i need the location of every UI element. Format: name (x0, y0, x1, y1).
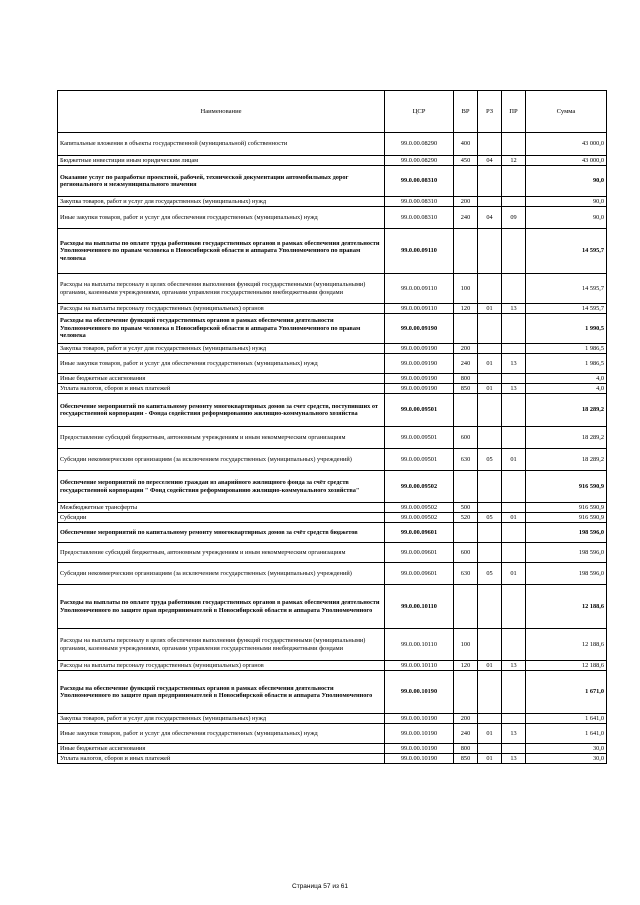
cell-pr (502, 503, 526, 513)
cell-csr: 99.0.00.09601 (385, 523, 454, 543)
cell-rz: 01 (478, 304, 502, 314)
cell-pr (502, 197, 526, 207)
table-body (58, 133, 607, 764)
cell-csr: 99.0.00.08290 (385, 133, 454, 156)
cell-name: Обеспечение мероприятий по капитальному ремонту многоквартирных домов за счёт средств бюджетов (58, 523, 385, 543)
table-row (58, 394, 607, 427)
cell-sum: 1 986,5 (526, 344, 607, 354)
table-row (58, 156, 607, 166)
cell-pr (502, 585, 526, 629)
cell-csr: 99.0.00.09110 (385, 304, 454, 314)
cell-name: Оказание услуг по разработке проектной, рабочей, технической документации автомобильных дорог регионального и межмуниципального значения (58, 166, 385, 197)
table-row (58, 724, 607, 744)
cell-rz: 01 (478, 354, 502, 374)
cell-vr: 100 (454, 629, 478, 661)
cell-vr: 800 (454, 744, 478, 754)
cell-name: Расходы на выплаты персоналу в целях обеспечения выполнения функций государственными (муниципальными) органами, казенными учреждениями, органами управления государственными внебюджетными фондами (58, 274, 385, 304)
cell-rz (478, 471, 502, 503)
header-rz: РЗ (478, 91, 502, 133)
cell-pr (502, 523, 526, 543)
table-row (58, 354, 607, 374)
cell-rz: 05 (478, 449, 502, 471)
cell-sum: 14 595,7 (526, 229, 607, 274)
cell-csr: 99.0.00.09502 (385, 503, 454, 513)
cell-name: Капитальные вложения в объекты государственной (муниципальной) собственности (58, 133, 385, 156)
cell-name: Предоставление субсидий бюджетным, автономным учреждениям и иным некоммерческим организациям (58, 427, 385, 449)
cell-vr (454, 671, 478, 714)
cell-vr (454, 585, 478, 629)
table-row (58, 314, 607, 344)
cell-rz: 01 (478, 724, 502, 744)
cell-sum: 1 641,0 (526, 714, 607, 724)
cell-rz (478, 585, 502, 629)
cell-rz (478, 744, 502, 754)
cell-pr (502, 133, 526, 156)
cell-name: Расходы на выплаты по оплате труда работников государственных органов в рамках обеспечения деятельности Уполномоченного по защите прав предпринимателей в Новосибирской области и аппарата Уполномоченного (58, 585, 385, 629)
cell-vr: 200 (454, 714, 478, 724)
cell-pr: 01 (502, 449, 526, 471)
cell-vr (454, 166, 478, 197)
cell-rz (478, 714, 502, 724)
table-row (58, 503, 607, 513)
cell-sum: 90,0 (526, 207, 607, 229)
cell-pr: 01 (502, 563, 526, 585)
cell-sum: 18 289,2 (526, 427, 607, 449)
cell-csr: 99.0.00.10190 (385, 754, 454, 764)
cell-pr: 12 (502, 156, 526, 166)
table-row (58, 523, 607, 543)
cell-csr: 99.0.00.09190 (385, 344, 454, 354)
cell-sum: 43 000,0 (526, 156, 607, 166)
cell-vr (454, 471, 478, 503)
cell-pr: 13 (502, 661, 526, 671)
cell-csr: 99.0.00.09190 (385, 314, 454, 344)
table-row (58, 197, 607, 207)
cell-csr: 99.0.00.09110 (385, 274, 454, 304)
cell-sum: 916 590,9 (526, 503, 607, 513)
cell-pr (502, 374, 526, 384)
cell-csr: 99.0.00.09501 (385, 449, 454, 471)
header-pr: ПР (502, 91, 526, 133)
cell-pr (502, 629, 526, 661)
cell-pr (502, 543, 526, 563)
cell-pr (502, 744, 526, 754)
table-row (58, 714, 607, 724)
table-row (58, 374, 607, 384)
cell-vr: 120 (454, 304, 478, 314)
cell-rz: 04 (478, 207, 502, 229)
cell-name: Уплата налогов, сборов и иных платежей (58, 384, 385, 394)
cell-csr: 99.0.00.10190 (385, 744, 454, 754)
cell-sum: 1 671,0 (526, 671, 607, 714)
cell-sum: 916 590,9 (526, 513, 607, 523)
table-header-row (58, 91, 607, 133)
cell-sum: 1 990,5 (526, 314, 607, 344)
cell-vr: 200 (454, 197, 478, 207)
budget-table (57, 90, 607, 764)
cell-name: Расходы на выплаты персоналу государственных (муниципальных) органов (58, 661, 385, 671)
cell-name: Расходы на выплаты персоналу в целях обеспечения выполнения функций государственными (муниципальными) органами, казенными учреждениями, органами управления государственными внебюджетными фондами (58, 629, 385, 661)
table-row (58, 133, 607, 156)
cell-csr: 99.0.00.08290 (385, 156, 454, 166)
cell-sum: 12 188,6 (526, 661, 607, 671)
table-row (58, 207, 607, 229)
cell-vr: 800 (454, 374, 478, 384)
cell-name: Закупка товаров, работ и услуг для государственных (муниципальных) нужд (58, 197, 385, 207)
cell-sum: 18 289,2 (526, 449, 607, 471)
header-sum: Сумма (526, 91, 607, 133)
cell-csr: 99.0.00.09190 (385, 374, 454, 384)
cell-vr: 600 (454, 427, 478, 449)
cell-sum: 4,0 (526, 374, 607, 384)
cell-pr (502, 166, 526, 197)
cell-pr (502, 314, 526, 344)
cell-vr (454, 314, 478, 344)
cell-vr: 520 (454, 513, 478, 523)
cell-sum: 1 986,5 (526, 354, 607, 374)
cell-vr (454, 394, 478, 427)
cell-sum: 43 000,0 (526, 133, 607, 156)
cell-csr: 99.0.00.09110 (385, 229, 454, 274)
cell-name: Межбюджетные трансферты (58, 503, 385, 513)
cell-csr: 99.0.00.08310 (385, 197, 454, 207)
table-row (58, 304, 607, 314)
cell-vr: 400 (454, 133, 478, 156)
cell-sum: 14 595,7 (526, 304, 607, 314)
cell-csr: 99.0.00.09601 (385, 563, 454, 585)
header-csr: ЦСР (385, 91, 454, 133)
cell-rz (478, 274, 502, 304)
cell-csr: 99.0.00.10110 (385, 661, 454, 671)
table-row (58, 471, 607, 503)
cell-name: Закупка товаров, работ и услуг для государственных (муниципальных) нужд (58, 714, 385, 724)
cell-sum: 4,0 (526, 384, 607, 394)
cell-pr: 09 (502, 207, 526, 229)
cell-pr (502, 274, 526, 304)
cell-vr: 100 (454, 274, 478, 304)
cell-vr: 600 (454, 543, 478, 563)
cell-rz (478, 229, 502, 274)
table-row (58, 274, 607, 304)
cell-sum: 14 595,7 (526, 274, 607, 304)
cell-vr (454, 523, 478, 543)
cell-rz: 05 (478, 563, 502, 585)
cell-vr: 630 (454, 449, 478, 471)
cell-name: Иные бюджетные ассигнования (58, 374, 385, 384)
cell-name: Уплата налогов, сборов и иных платежей (58, 754, 385, 764)
cell-rz (478, 133, 502, 156)
cell-csr: 99.0.00.09190 (385, 354, 454, 374)
cell-sum: 1 641,0 (526, 724, 607, 744)
cell-vr: 200 (454, 344, 478, 354)
page-number: Страница 57 из 61 (292, 883, 348, 890)
cell-rz: 05 (478, 513, 502, 523)
cell-rz (478, 523, 502, 543)
cell-name: Закупка товаров, работ и услуг для государственных (муниципальных) нужд (58, 344, 385, 354)
cell-csr: 99.0.00.08310 (385, 207, 454, 229)
cell-rz: 01 (478, 754, 502, 764)
table-row (58, 661, 607, 671)
cell-sum: 12 188,6 (526, 585, 607, 629)
table-row (58, 754, 607, 764)
cell-pr: 13 (502, 304, 526, 314)
cell-rz: 04 (478, 156, 502, 166)
cell-rz (478, 344, 502, 354)
cell-rz (478, 166, 502, 197)
cell-vr: 240 (454, 724, 478, 744)
cell-name: Субсидии некоммерческим организациям (за исключением государственных (муниципальных) учреждений) (58, 563, 385, 585)
cell-pr (502, 427, 526, 449)
cell-csr: 99.0.00.09502 (385, 513, 454, 523)
cell-sum: 12 188,6 (526, 629, 607, 661)
cell-csr: 99.0.00.10190 (385, 714, 454, 724)
cell-sum: 198 596,0 (526, 563, 607, 585)
cell-name: Расходы на обеспечение функций государственных органов в рамках обеспечения деятельности Уполномоченного по защите прав предпринимателей в Новосибирской области и аппарата Уполномоченного (58, 671, 385, 714)
cell-csr: 99.0.00.09501 (385, 394, 454, 427)
cell-name: Обеспечение мероприятий по переселению граждан из аварийного жилищного фонда за счёт средств государственной корпорации " Фонд содействия реформированию жилищно-коммунального хозяйства" (58, 471, 385, 503)
cell-sum: 198 596,0 (526, 523, 607, 543)
cell-sum: 30,0 (526, 744, 607, 754)
cell-sum: 18 289,2 (526, 394, 607, 427)
cell-rz: 01 (478, 384, 502, 394)
cell-pr: 13 (502, 754, 526, 764)
table-row (58, 166, 607, 197)
cell-name: Иные закупки товаров, работ и услуг для обеспечения государственных (муниципальных) нужд (58, 724, 385, 744)
cell-csr: 99.0.00.09501 (385, 427, 454, 449)
cell-rz (478, 394, 502, 427)
table-row (58, 744, 607, 754)
cell-name: Субсидии некоммерческим организациям (за исключением государственных (муниципальных) учреждений) (58, 449, 385, 471)
cell-pr (502, 714, 526, 724)
cell-name: Расходы на обеспечение функций государственных органов в рамках обеспечения деятельности Уполномоченного по правам человека в Новосибирской области и аппарата Уполномоченного по правам человека (58, 314, 385, 344)
cell-csr: 99.0.00.10110 (385, 585, 454, 629)
cell-pr (502, 229, 526, 274)
table-row (58, 629, 607, 661)
table-row (58, 671, 607, 714)
cell-vr: 240 (454, 207, 478, 229)
cell-vr: 630 (454, 563, 478, 585)
cell-pr: 13 (502, 724, 526, 744)
cell-vr: 240 (454, 354, 478, 374)
cell-pr: 01 (502, 513, 526, 523)
cell-sum: 30,0 (526, 754, 607, 764)
table-row (58, 384, 607, 394)
cell-rz (478, 374, 502, 384)
cell-rz (478, 629, 502, 661)
cell-name: Расходы на выплаты персоналу государственных (муниципальных) органов (58, 304, 385, 314)
cell-csr: 99.0.00.09502 (385, 471, 454, 503)
cell-vr: 500 (454, 503, 478, 513)
cell-rz (478, 314, 502, 344)
cell-rz (478, 503, 502, 513)
cell-sum: 90,0 (526, 197, 607, 207)
cell-name: Предоставление субсидий бюджетным, автономным учреждениям и иным некоммерческим организациям (58, 543, 385, 563)
cell-sum: 90,0 (526, 166, 607, 197)
cell-pr: 13 (502, 354, 526, 374)
cell-rz (478, 671, 502, 714)
table-row (58, 585, 607, 629)
cell-rz (478, 543, 502, 563)
cell-rz (478, 427, 502, 449)
table-row (58, 543, 607, 563)
cell-csr: 99.0.00.10110 (385, 629, 454, 661)
table-row (58, 513, 607, 523)
cell-pr (502, 394, 526, 427)
cell-name: Иные бюджетные ассигнования (58, 744, 385, 754)
cell-sum: 198 596,0 (526, 543, 607, 563)
cell-pr (502, 344, 526, 354)
cell-rz (478, 197, 502, 207)
cell-vr (454, 229, 478, 274)
cell-vr: 450 (454, 156, 478, 166)
cell-vr: 850 (454, 384, 478, 394)
cell-rz: 01 (478, 661, 502, 671)
cell-name: Бюджетные инвестиции иным юридическим лицам (58, 156, 385, 166)
cell-csr: 99.0.00.09601 (385, 543, 454, 563)
cell-name: Иные закупки товаров, работ и услуг для обеспечения государственных (муниципальных) нужд (58, 207, 385, 229)
cell-sum: 916 590,9 (526, 471, 607, 503)
table-row (58, 344, 607, 354)
cell-vr: 120 (454, 661, 478, 671)
table-row (58, 449, 607, 471)
cell-pr (502, 671, 526, 714)
table-row (58, 563, 607, 585)
header-vr: ВР (454, 91, 478, 133)
cell-vr: 850 (454, 754, 478, 764)
table-row (58, 427, 607, 449)
cell-csr: 99.0.00.10190 (385, 671, 454, 714)
cell-name: Субсидии (58, 513, 385, 523)
cell-name: Иные закупки товаров, работ и услуг для обеспечения государственных (муниципальных) нужд (58, 354, 385, 374)
cell-csr: 99.0.00.10190 (385, 724, 454, 744)
table-row (58, 229, 607, 274)
cell-name: Обеспечение мероприятий по капитальному ремонту многоквартирных домов за счет средств, поступивших от государственной корпорации - Фонда содействия реформированию жилищно-коммунального хозяйства (58, 394, 385, 427)
cell-pr: 13 (502, 384, 526, 394)
header-name: Наименование (58, 91, 385, 133)
cell-pr (502, 471, 526, 503)
cell-csr: 99.0.00.09190 (385, 384, 454, 394)
cell-name: Расходы на выплаты по оплате труда работников государственных органов в рамках обеспечения деятельности Уполномоченного по правам человека в Новосибирской области и аппарата Уполномоченного по правам человека (58, 229, 385, 274)
cell-csr: 99.0.00.08310 (385, 166, 454, 197)
